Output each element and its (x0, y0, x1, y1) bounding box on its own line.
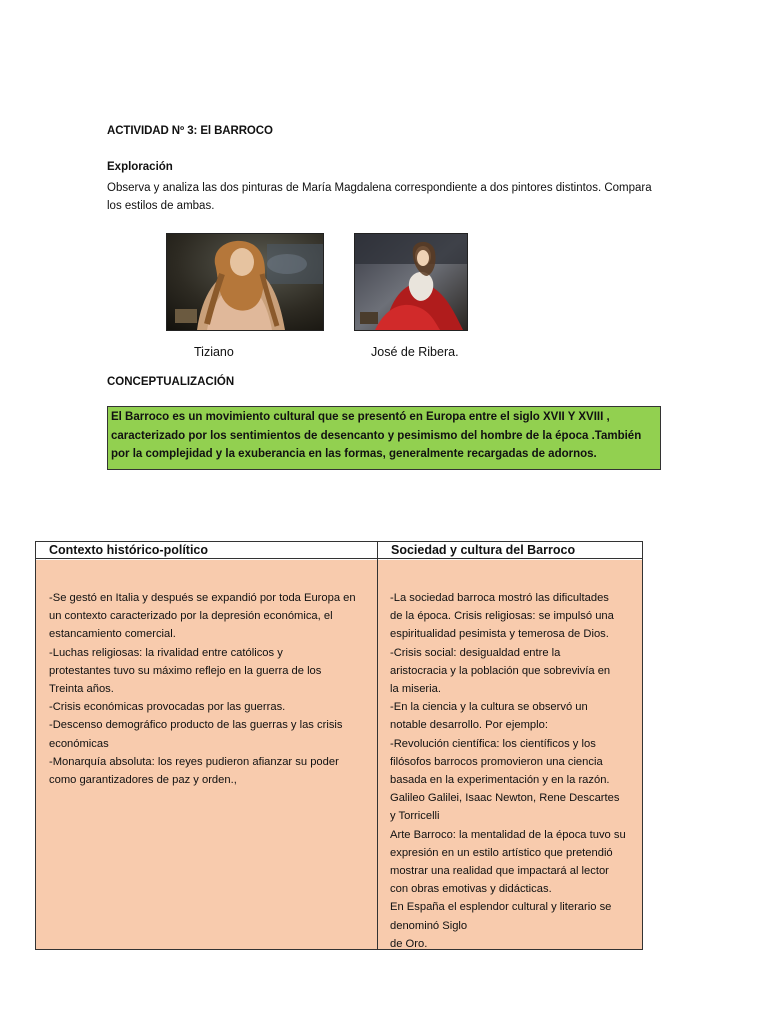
society-line: Galileo Galilei, Isaac Newton, Rene Descartes (390, 792, 620, 805)
society-line: la miseria. (390, 683, 441, 696)
context-line: -Descenso demográfico producto de las guerras y las crisis (49, 719, 343, 732)
society-line: expresión en un estilo artístico que pretendió (390, 846, 613, 859)
conceptualization-heading: CONCEPTUALIZACIÓN (107, 376, 235, 388)
society-line: y Torricelli (390, 810, 440, 823)
context-line: protestantes tuvo su máximo reflejo en la guerra de los (49, 664, 322, 677)
context-line: -Crisis económicas provocadas por las guerras. (49, 701, 286, 714)
caption-tiziano: Tiziano (194, 345, 234, 359)
table-divider (377, 542, 378, 949)
exploration-text: Observa y analiza las dos pinturas de María Magdalena correspondiente a dos pintores distintos. Compara los estilos de ambas. (107, 182, 652, 212)
context-line: -Luchas religiosas: la rivalidad entre católicos y (49, 646, 283, 659)
context-text (49, 589, 371, 789)
society-text (390, 589, 640, 953)
society-line: En España el esplendor cultural y literario se (390, 901, 612, 914)
society-line: mostrar una realidad que impactará al lector (390, 865, 609, 878)
society-line: con obras emotivas y didácticas. (390, 883, 552, 896)
society-line: notable desarrollo. Por ejemplo: (390, 719, 548, 732)
society-line: de la época. Crisis religiosas: se impulsó una (390, 610, 614, 623)
exploration-heading: Exploración (107, 161, 173, 173)
society-line: filósofos barrocos promovieron una ciencia (390, 755, 603, 768)
context-line: un contexto caracterizado por la depresión económica, el (49, 610, 333, 623)
painting-ribera-icon (355, 234, 467, 330)
barroco-table (35, 541, 643, 950)
society-line: de Oro. (390, 937, 428, 950)
society-line: espiritualidad pesimista y temerosa de Dios. (390, 628, 609, 641)
conceptualization-text: El Barroco es un movimiento cultural que se presentó en Europa entre el siglo XVII Y XVIII , caracterizado por los sentimientos de desencanto y pesimismo del hombre de la época .También por la complejidad y la exuberancia en las formas, generalmente recargadas de adornos. (111, 411, 642, 460)
society-line: Arte Barroco: la mentalidad de la época tuvo su (390, 828, 626, 841)
caption-ribera: José de Ribera. (371, 345, 459, 359)
society-line: -La sociedad barroca mostró las dificultades (390, 592, 609, 604)
painting-tiziano-icon (167, 234, 323, 330)
context-line: económicas (49, 737, 109, 750)
context-line: -Se gestó en Italia y después se expandió por toda Europa en (49, 592, 356, 604)
society-line: -Crisis social: desigualdad entre la (390, 646, 561, 659)
context-line: -Monarquía absoluta: los reyes pudieron afianzar su poder (49, 755, 339, 768)
page-title: ACTIVIDAD Nº 3: El BARROCO (107, 125, 273, 137)
table-header-society: Sociedad y cultura del Barroco (378, 542, 642, 559)
society-line: denominó Siglo (390, 919, 468, 932)
table-header-context: Contexto histórico-político (36, 542, 377, 559)
society-line: basada en la experimentación y en la razón. (390, 774, 610, 787)
context-line: como garantizadores de paz y orden., (49, 774, 237, 787)
painting-ribera-image (354, 233, 468, 331)
painting-tiziano-image (166, 233, 324, 331)
society-line: -Revolución científica: los científicos y los (390, 737, 596, 750)
society-line: aristocracia y la población que sobrevivía en (390, 664, 611, 677)
conceptualization-box (107, 406, 661, 470)
context-line: Treinta años. (49, 683, 114, 696)
context-line: estancamiento comercial. (49, 628, 176, 641)
society-line: -En la ciencia y la cultura se observó un (390, 701, 588, 714)
